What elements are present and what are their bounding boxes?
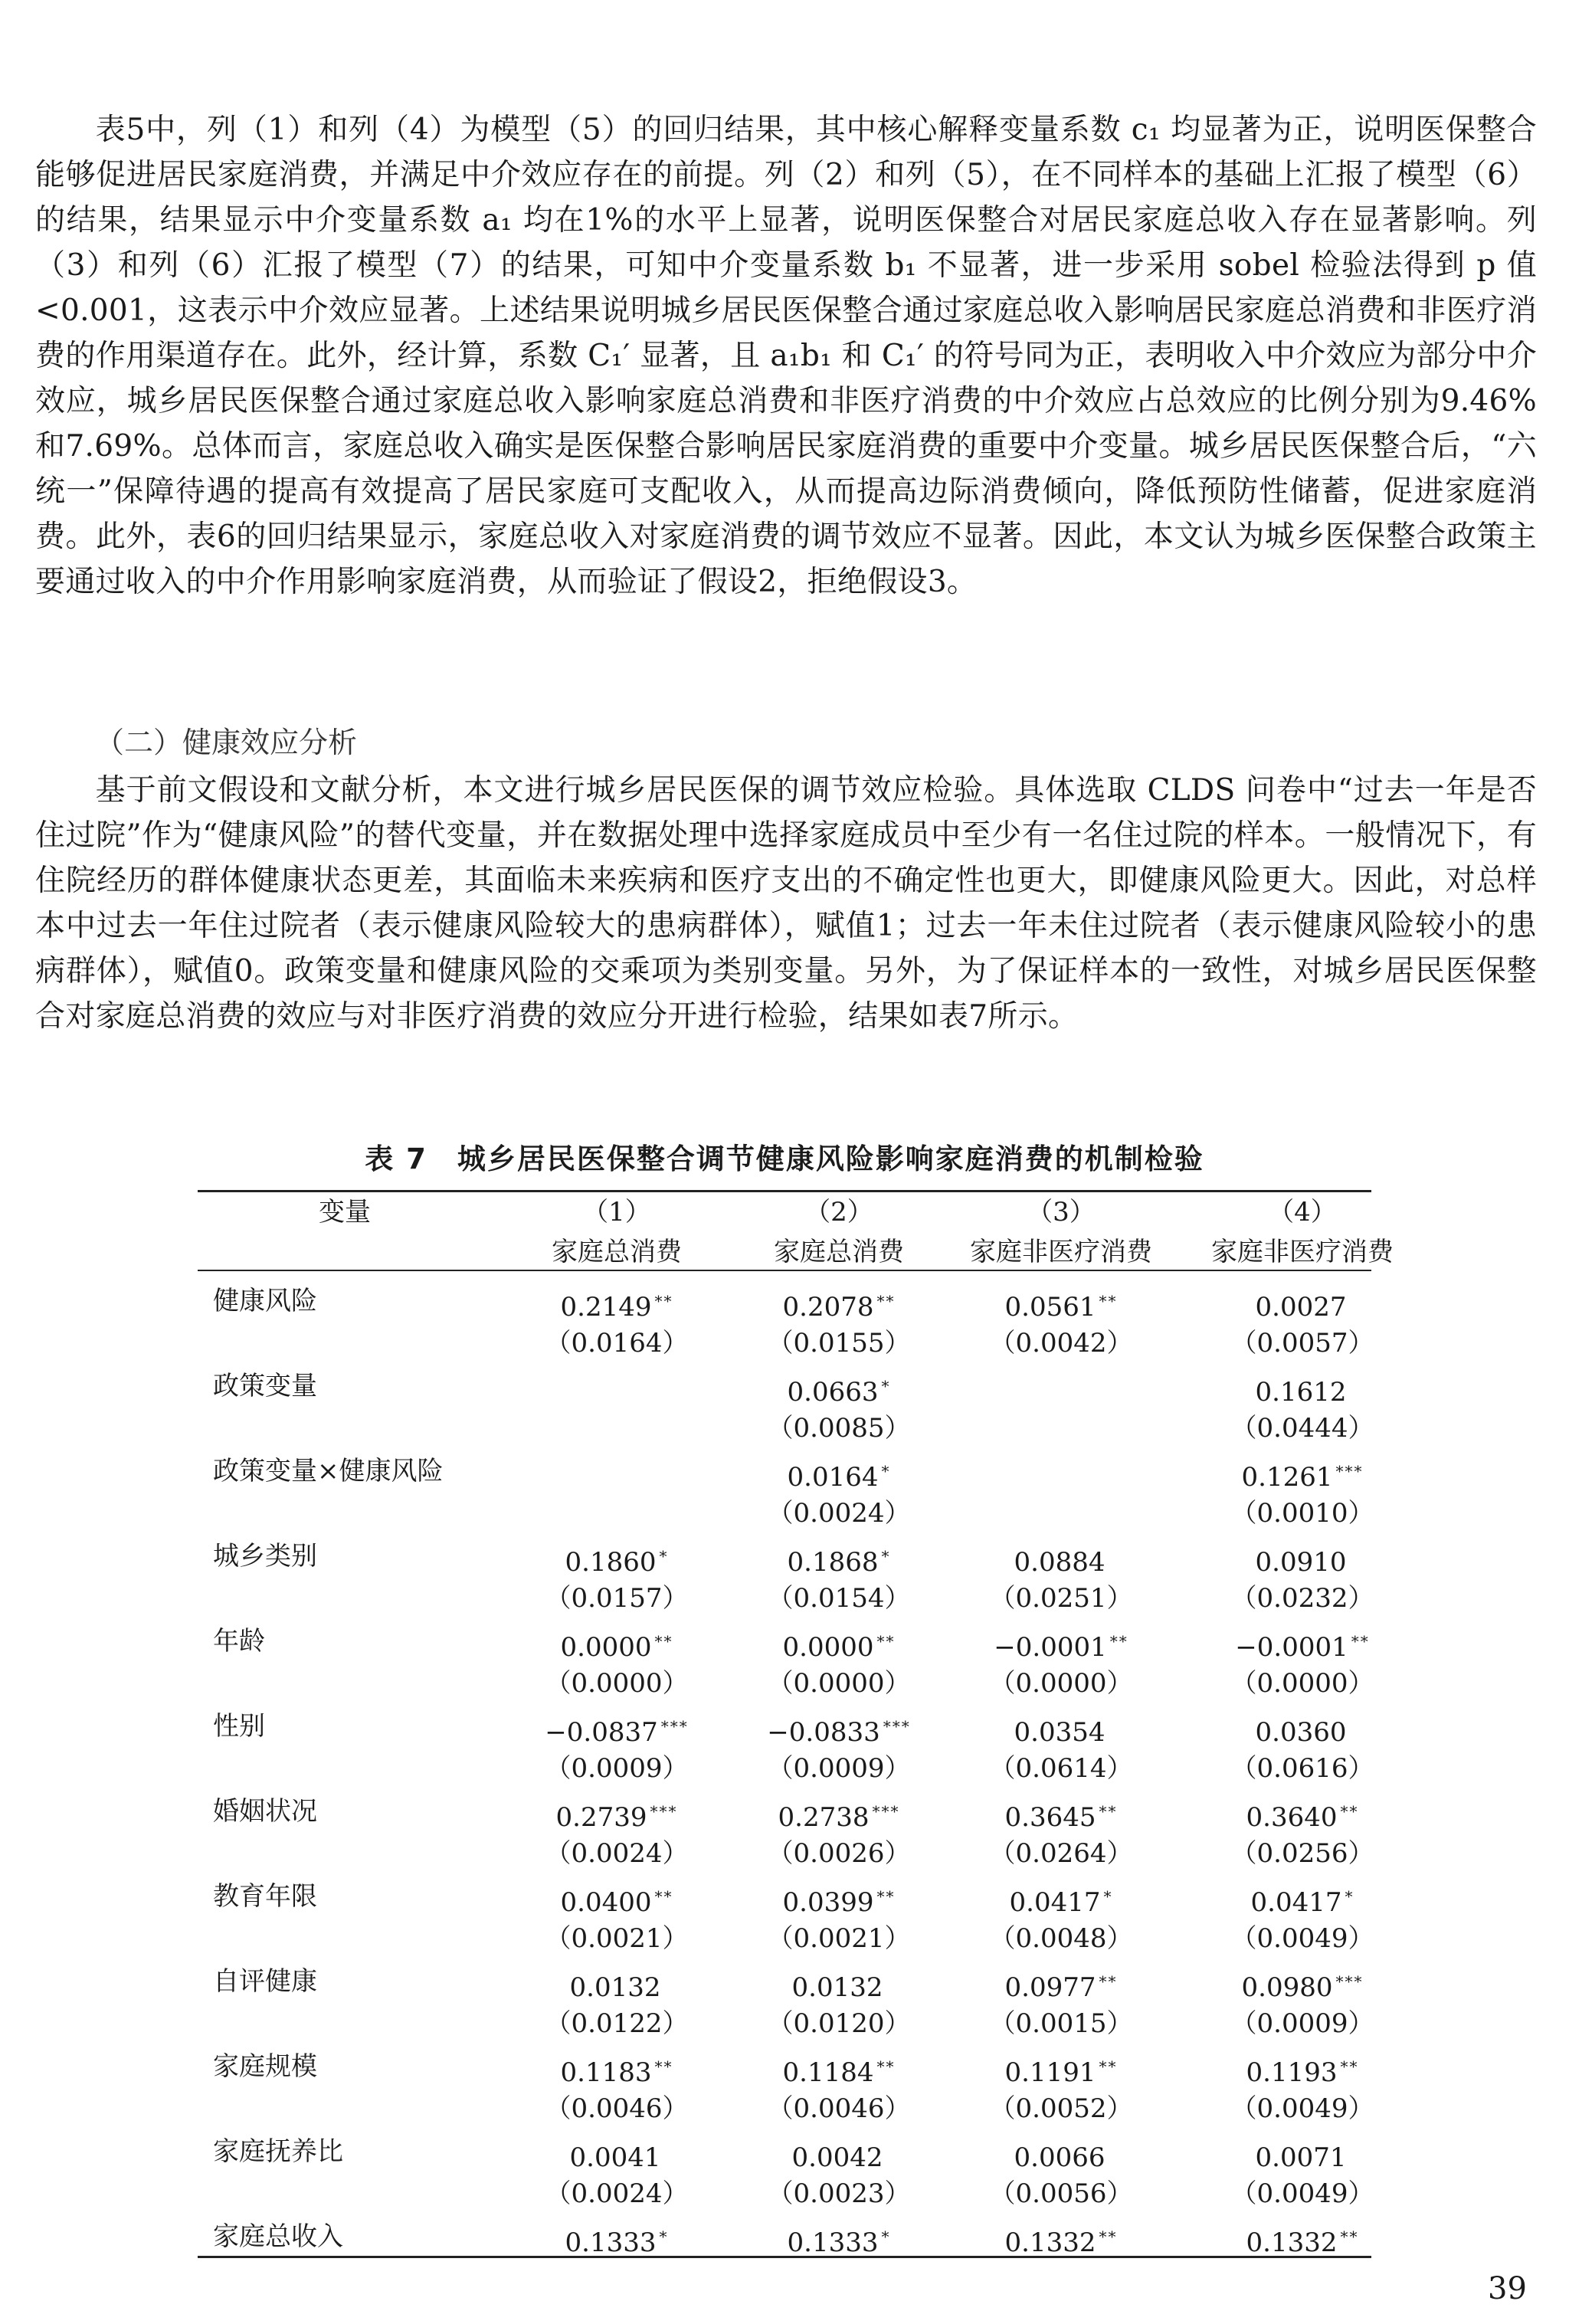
significance-stars: **	[654, 1632, 673, 1650]
standard-error-cell: （0.0049）	[1230, 2093, 1374, 2124]
significance-stars: **	[654, 1292, 673, 1310]
coefficient-cell	[502, 2135, 732, 2175]
standard-error-cell: （0.0015）	[989, 2008, 1133, 2039]
significance-stars: *	[1345, 1887, 1354, 1906]
significance-stars: **	[654, 2057, 673, 2076]
coefficient-value: −0.0001	[994, 1632, 1107, 1664]
standard-error-cell: （0.0164）	[545, 1328, 689, 1359]
coefficient-value: 0.1868	[787, 1547, 879, 1578]
coefficient-value: 0.0041	[569, 2142, 661, 2174]
standard-error-cell: （0.0000）	[989, 1668, 1133, 1699]
standard-error-cell: （0.0010）	[1230, 1498, 1374, 1529]
standard-error-cell: （0.0085）	[767, 1413, 911, 1444]
coefficient-value: 0.0027	[1255, 1292, 1347, 1323]
coefficient-value: 0.0910	[1255, 1547, 1347, 1578]
standard-error-cell: （0.0009）	[545, 1753, 689, 1784]
significance-stars: *	[881, 1547, 891, 1565]
standard-error-cell: （0.0024）	[545, 2178, 689, 2209]
coefficient-cell	[502, 1965, 732, 2004]
standard-error-cell: （0.0042）	[989, 1328, 1133, 1359]
coefficient-value: 0.0071	[1255, 2142, 1347, 2174]
header-col-number: （1）	[582, 1197, 651, 1228]
coefficient-value: −0.0837	[545, 1717, 658, 1749]
coefficient-cell	[1187, 1965, 1417, 2004]
coefficient-value: 0.0132	[791, 1972, 883, 2004]
coefficient-value: 0.1332	[1246, 2227, 1338, 2259]
coefficient-cell	[502, 1539, 732, 1579]
coefficient-cell	[724, 1454, 954, 1494]
coefficient-value: 0.1333	[565, 2227, 657, 2259]
coefficient-value: −0.0833	[767, 1717, 880, 1749]
coefficient-value: 0.0354	[1014, 1717, 1106, 1749]
section-heading: （二）健康效应分析	[95, 726, 358, 759]
coefficient-cell	[724, 1284, 954, 1324]
standard-error-cell: （0.0120）	[767, 2008, 911, 2039]
coefficient-cell	[1187, 2050, 1417, 2090]
coefficient-cell	[946, 1795, 1176, 1834]
coefficient-cell	[1187, 1624, 1417, 1664]
coefficient-value: 0.1191	[1004, 2057, 1096, 2089]
coefficient-value: 0.1183	[560, 2057, 652, 2089]
standard-error-cell: （0.0049）	[1230, 1923, 1374, 1954]
coefficient-cell	[502, 1709, 732, 1749]
significance-stars: **	[654, 1887, 673, 1906]
header-col-number: （3）	[1027, 1197, 1096, 1228]
table-row-variable: 城乡类别	[213, 1541, 317, 1572]
table-row-variable: 性别	[213, 1711, 265, 1742]
significance-stars: **	[876, 1632, 896, 1650]
significance-stars: **	[876, 1292, 896, 1310]
coefficient-cell	[502, 1284, 732, 1324]
coefficient-value: 0.2149	[560, 1292, 652, 1323]
standard-error-cell: （0.0000）	[767, 1668, 911, 1699]
coefficient-cell	[946, 1454, 1176, 1494]
coefficient-value: 0.0360	[1255, 1717, 1347, 1749]
standard-error-cell: （0.0046）	[767, 2093, 911, 2124]
paragraph-2-text: 基于前文假设和文献分析，本文进行城乡居民医保的调节效应检验。具体选取 CLDS 问卷中“过去一年是否住过院”作为“健康风险”的替代变量，并在数据处理中选择家庭成员中至少有一名住过院的样本。一般情况下，有住院经历的群体健康状态更差，其面临未来疾病和医疗支出的不确定性也更大，即健康风险更大。因此，对总样本中过去一年住过院者（表示健康风险较大的患病群体），赋值1；过去一年未住过院者（表示健康风险较小的患病群体），赋值0。政策变量和健康风险的交乘项为类别变量。另外，为了保证样本的一致性，对城乡居民医保整合对家庭总消费的效应与对非医疗消费的效应分开进行检验，结果如表7所示。	[35, 773, 1537, 1034]
header-col-name: 家庭非医疗消费	[1211, 1237, 1394, 1267]
coefficient-value: 0.0066	[1014, 2142, 1106, 2174]
coefficient-value: 0.0417	[1250, 1887, 1342, 1919]
coefficient-cell	[502, 2050, 732, 2090]
standard-error-cell: （0.0009）	[1230, 2008, 1374, 2039]
table-row-variable: 健康风险	[213, 1286, 317, 1316]
coefficient-cell	[1187, 2220, 1417, 2260]
coefficient-value: 0.0417	[1009, 1887, 1101, 1919]
coefficient-cell	[946, 1284, 1176, 1324]
paragraph-1	[35, 107, 1537, 605]
standard-error-cell: （0.0021）	[767, 1923, 911, 1954]
coefficient-cell	[724, 1539, 954, 1579]
significance-stars: *	[659, 2227, 669, 2246]
coefficient-cell	[1187, 2135, 1417, 2175]
coefficient-value: 0.1193	[1246, 2057, 1338, 2089]
coefficient-cell	[502, 2220, 732, 2260]
coefficient-value: 0.0042	[791, 2142, 883, 2174]
significance-stars: **	[1099, 1292, 1118, 1310]
table-row-variable: 家庭规模	[213, 2051, 317, 2082]
coefficient-cell	[1187, 1284, 1417, 1324]
standard-error-cell: （0.0444）	[1230, 1413, 1374, 1444]
coefficient-cell	[502, 1624, 732, 1664]
coefficient-value: 0.0400	[560, 1887, 652, 1919]
significance-stars: *	[881, 2227, 891, 2246]
coefficient-value: 0.0000	[782, 1632, 874, 1664]
significance-stars: **	[1099, 2057, 1118, 2076]
paragraph-1-text: 表5中，列（1）和列（4）为模型（5）的回归结果，其中核心解释变量系数 c₁ 均显著为正，说明医保整合能够促进居民家庭消费，并满足中介效应存在的前提。列（2）和列（5），在不同样本的基础上汇报了模型（6）的结果，结果显示中介变量系数 a₁ 均在1%的水平上显著，说明医保整合对居民家庭总收入存在显著影响。列（3）和列（6）汇报了模型（7）的结果，可知中介变量系数 b₁ 不显著，进一步采用 sobel 检验法得到 p 值<0.001，这表示中介效应显著。上述结果说明城乡居民医保整合通过家庭总收入影响居民家庭总消费和非医疗消费的作用渠道存在。此外，经计算，系数 C₁′ 显著，且 a₁b₁ 和 C₁′ 的符号同为正，表明收入中介效应为部分中介效应，城乡居民医保整合通过家庭总收入影响家庭总消费和非医疗消费的中介效应占总效应的比例分别为9.46%和7.69%。总体而言，家庭总收入确实是医保整合影响居民家庭消费的重要中介变量。城乡居民医保整合后，“六统一”保障待遇的提高有效提高了居民家庭可支配收入，从而提高边际消费倾向，降低预防性储蓄，促进家庭消费。此外，表6的回归结果显示，家庭总收入对家庭消费的调节效应不显著。因此，本文认为城乡医保整合政策主要通过收入的中介作用影响家庭消费，从而验证了假设2，拒绝假设3。	[35, 113, 1537, 599]
standard-error-cell: （0.0023）	[767, 2178, 911, 2209]
standard-error-cell: （0.0009）	[767, 1753, 911, 1784]
table-row-variable: 政策变量	[213, 1371, 317, 1401]
coefficient-value: 0.1612	[1255, 1377, 1347, 1408]
coefficient-cell	[724, 2135, 954, 2175]
paragraph-2	[35, 768, 1537, 1039]
coefficient-value: 0.1261	[1241, 1462, 1333, 1493]
coefficient-cell	[724, 1369, 954, 1409]
significance-stars: **	[1351, 1632, 1370, 1650]
coefficient-cell	[724, 1709, 954, 1749]
coefficient-value: 0.1184	[782, 2057, 874, 2089]
coefficient-cell	[1187, 1539, 1417, 1579]
coefficient-cell	[946, 2220, 1176, 2260]
coefficient-value: 0.0980	[1241, 1972, 1333, 2004]
header-col-name: 家庭非医疗消费	[970, 1237, 1152, 1267]
page-number: 39	[1488, 2271, 1527, 2306]
significance-stars: **	[1099, 1802, 1118, 1821]
coefficient-value: 0.2738	[778, 1802, 870, 1834]
standard-error-cell: （0.0264）	[989, 1838, 1133, 1869]
standard-error-cell: （0.0000）	[545, 1668, 689, 1699]
coefficient-cell	[502, 1454, 732, 1494]
significance-stars: *	[881, 1377, 891, 1395]
coefficient-value: 0.2078	[782, 1292, 874, 1323]
coefficient-value: 0.0164	[787, 1462, 879, 1493]
coefficient-cell	[724, 2220, 954, 2260]
significance-stars: *	[659, 1547, 669, 1565]
header-col-name: 家庭总消费	[774, 1237, 904, 1267]
standard-error-cell: （0.0024）	[767, 1498, 911, 1529]
coefficient-cell	[1187, 1709, 1417, 1749]
coefficient-cell	[502, 1369, 732, 1409]
coefficient-value: 0.3645	[1004, 1802, 1096, 1834]
table-row-variable: 自评健康	[213, 1966, 317, 1997]
standard-error-cell: （0.0046）	[545, 2093, 689, 2124]
coefficient-value: −0.0001	[1235, 1632, 1348, 1664]
standard-error-cell: （0.0057）	[1230, 1328, 1374, 1359]
standard-error-cell: （0.0251）	[989, 1583, 1133, 1614]
coefficient-cell	[1187, 1795, 1417, 1834]
coefficient-cell	[1187, 1369, 1417, 1409]
coefficient-value: 0.0884	[1014, 1547, 1106, 1578]
table-row-variable: 教育年限	[213, 1881, 317, 1912]
coefficient-cell	[502, 1795, 732, 1834]
table-row-variable: 婚姻状况	[213, 1796, 317, 1827]
coefficient-cell	[502, 1880, 732, 1919]
standard-error-cell: （0.0048）	[989, 1923, 1133, 1954]
standard-error-cell: （0.0026）	[767, 1838, 911, 1869]
standard-error-cell: （0.0616）	[1230, 1753, 1374, 1784]
significance-stars: **	[1340, 1802, 1359, 1821]
coefficient-cell	[724, 1795, 954, 1834]
significance-stars: *	[881, 1462, 891, 1480]
header-col-number: （4）	[1268, 1197, 1337, 1228]
standard-error-cell: （0.0232）	[1230, 1583, 1374, 1614]
significance-stars: **	[1109, 1632, 1128, 1650]
coefficient-cell	[724, 2050, 954, 2090]
significance-stars: ***	[883, 1717, 911, 1736]
standard-error-cell: （0.0154）	[767, 1583, 911, 1614]
coefficient-cell	[724, 1880, 954, 1919]
standard-error-cell: （0.0614）	[989, 1753, 1133, 1784]
coefficient-cell	[1187, 1880, 1417, 1919]
significance-stars: **	[1099, 2227, 1118, 2246]
significance-stars: **	[1340, 2227, 1359, 2246]
table-row-variable: 家庭抚养比	[213, 2136, 343, 2167]
table-header-rule	[198, 1270, 1371, 1271]
coefficient-value: 0.3640	[1246, 1802, 1338, 1834]
standard-error-cell: （0.0056）	[989, 2178, 1133, 2209]
standard-error-cell: （0.0021）	[545, 1923, 689, 1954]
coefficient-value: 0.1333	[787, 2227, 879, 2259]
coefficient-cell	[946, 1539, 1176, 1579]
table-top-rule	[198, 1190, 1371, 1192]
coefficient-cell	[946, 1880, 1176, 1919]
coefficient-value: 0.0399	[782, 1887, 874, 1919]
coefficient-cell	[946, 1369, 1176, 1409]
table-row-variable: 家庭总收入	[213, 2221, 343, 2252]
significance-stars: **	[876, 1887, 896, 1906]
coefficient-cell	[946, 1624, 1176, 1664]
coefficient-value: 0.0000	[560, 1632, 652, 1664]
significance-stars: **	[1340, 2057, 1359, 2076]
standard-error-cell: （0.0024）	[545, 1838, 689, 1869]
table-row-variable: 年龄	[213, 1626, 265, 1657]
standard-error-cell: （0.0000）	[1230, 1668, 1374, 1699]
standard-error-cell: （0.0157）	[545, 1583, 689, 1614]
significance-stars: ***	[1335, 1972, 1364, 1991]
header-variable: 变量	[319, 1197, 371, 1228]
significance-stars: ***	[650, 1802, 678, 1821]
significance-stars: **	[1099, 1972, 1118, 1991]
significance-stars: ***	[1335, 1462, 1364, 1480]
standard-error-cell: （0.0049）	[1230, 2178, 1374, 2209]
coefficient-value: 0.0977	[1004, 1972, 1096, 2004]
standard-error-cell: （0.0256）	[1230, 1838, 1374, 1869]
coefficient-value: 0.2739	[555, 1802, 647, 1834]
coefficient-value: 0.1860	[565, 1547, 657, 1578]
coefficient-cell	[724, 1624, 954, 1664]
coefficient-value: 0.0561	[1004, 1292, 1096, 1323]
coefficient-cell	[1187, 1454, 1417, 1494]
header-col-number: （2）	[804, 1197, 873, 1228]
table-title: 表 7 城乡居民医保整合调节健康风险影响家庭消费的机制检验	[365, 1142, 1204, 1175]
standard-error-cell: （0.0052）	[989, 2093, 1133, 2124]
coefficient-cell	[946, 2050, 1176, 2090]
header-col-name: 家庭总消费	[552, 1237, 682, 1267]
significance-stars: **	[876, 2057, 896, 2076]
coefficient-cell	[946, 2135, 1176, 2175]
coefficient-cell	[724, 1965, 954, 2004]
significance-stars: ***	[660, 1717, 689, 1736]
table-row-variable: 政策变量×健康风险	[213, 1456, 444, 1487]
coefficient-value: 0.0132	[569, 1972, 661, 2004]
standard-error-cell: （0.0122）	[545, 2008, 689, 2039]
coefficient-cell	[946, 1965, 1176, 2004]
significance-stars: *	[1103, 1887, 1113, 1906]
significance-stars: ***	[872, 1802, 900, 1821]
standard-error-cell: （0.0155）	[767, 1328, 911, 1359]
coefficient-cell	[946, 1709, 1176, 1749]
coefficient-value: 0.1332	[1004, 2227, 1096, 2259]
coefficient-value: 0.0663	[787, 1377, 879, 1408]
